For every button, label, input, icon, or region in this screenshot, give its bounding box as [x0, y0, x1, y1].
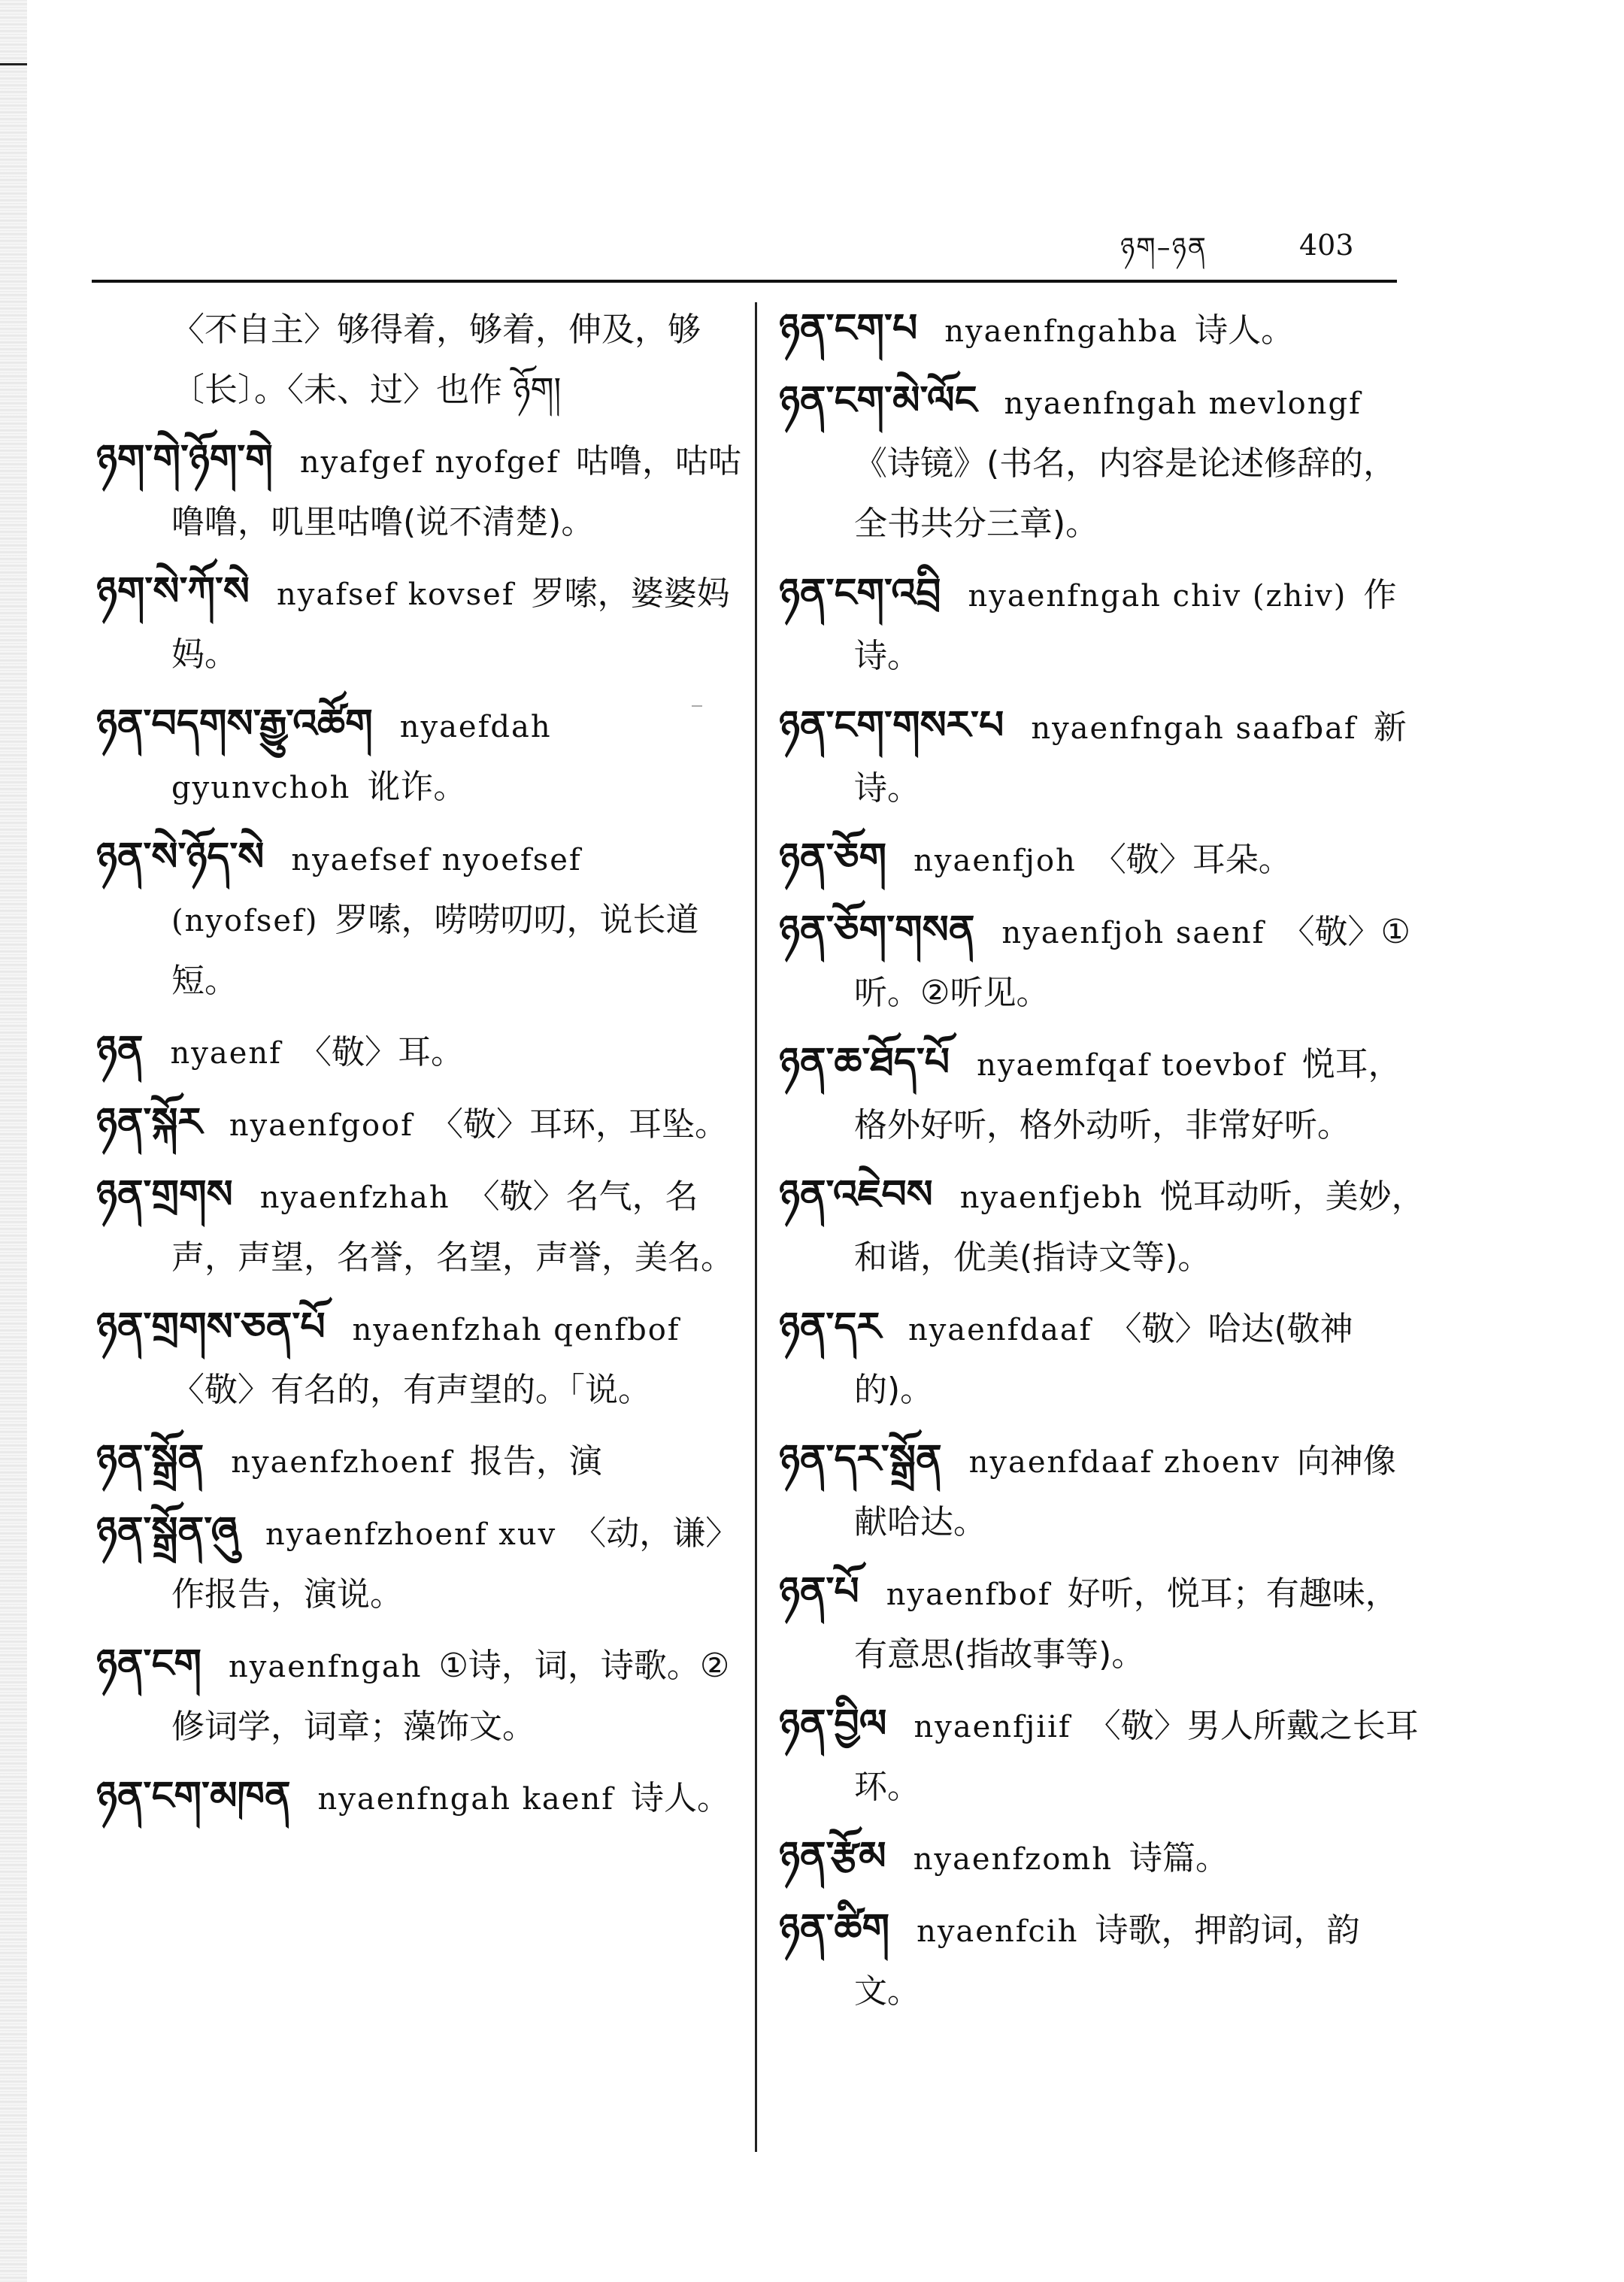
entry-romanization: nyaenfcih [917, 1914, 1079, 1949]
entry-headword: ཉན་བདགས་རྒྱུ་འཚོག [96, 702, 373, 747]
entry-romanization: nyaenfngah kaenf [317, 1782, 615, 1817]
entry-headword: ཉན་ཚིག [779, 1906, 890, 1951]
entry-definition: 〈敬〉有名的，有声望的。「说。 [171, 1371, 651, 1409]
dictionary-entry [779, 1562, 1426, 1684]
dictionary-entry [96, 1021, 743, 1083]
entry-romanization: nyaenfjoh [914, 844, 1077, 878]
entry-headword: ཉན་ངག [96, 1641, 202, 1686]
entry-headword: ཉན་གྲགས [96, 1172, 233, 1217]
entry-definition: 〈敬〉男人所戴之长耳环。 [854, 1707, 1419, 1806]
entry-romanization: nyaenfgoof [229, 1108, 414, 1143]
entry-definition: 悦耳动听，美妙，和谐，优美(指诗文等)。 [854, 1177, 1425, 1277]
entry-romanization: nyaenfngahba [944, 314, 1179, 349]
entry-headword: ཉན་དར་སྒྲོན [779, 1437, 942, 1482]
dictionary-entry [779, 901, 1426, 1023]
entry-headword: ཉན་ངག་གསར་པ [779, 703, 1004, 748]
entry-romanization: nyaenfngah mevlongf [1004, 386, 1362, 421]
dictionary-entry [96, 1502, 743, 1624]
entry-definition: 〈敬〉名气，名声，声望，名誉，名望，声誉，美名。 [171, 1177, 734, 1277]
dictionary-entry [779, 1165, 1426, 1287]
entry-headword: ཉག་སེ་ཀོ་སེ [96, 569, 250, 614]
entry-romanization: nyaenfjiif [914, 1710, 1071, 1744]
entry-romanization: nyaenfngah [229, 1650, 423, 1684]
entry-headword: ཉན་རྩོམ [779, 1834, 886, 1879]
entry-definition: 诗篇。 [1129, 1839, 1229, 1877]
dictionary-entry [779, 1298, 1426, 1420]
dictionary-entry [779, 1033, 1426, 1155]
entry-romanization: nyaenfngah chiv (zhiv) [968, 579, 1347, 614]
entry-romanization: nyafsef kovsef [277, 577, 515, 612]
entry-romanization: nyaefdah gyunvchoh [171, 710, 552, 805]
entry-definition: 向神像献哈达。 [854, 1442, 1396, 1541]
entry-definition: 讹诈。 [367, 768, 467, 806]
dictionary-entry [96, 430, 743, 552]
entry-romanization: nyaenf [170, 1036, 282, 1071]
dictionary-entry-continued [96, 299, 743, 420]
entry-definition: 诗人。 [631, 1779, 731, 1817]
entry-definition: 〈敬〉耳朵。 [1092, 841, 1292, 879]
running-head: ཉག–ཉན [1120, 232, 1207, 263]
entry-definition: 〈敬〉哈达(敬神的)。 [854, 1310, 1353, 1409]
entry-headword: ཉན་དར [779, 1305, 881, 1350]
entry-definition: 诗人。 [1195, 311, 1295, 350]
dictionary-entry [779, 1430, 1426, 1552]
entry-definition: 好听，悦耳；有趣味，有意思(指故事等)。 [854, 1574, 1398, 1674]
entry-definition: ①诗，词，诗歌。②修词学，词章；藻饰文。 [171, 1647, 730, 1746]
dictionary-entry [96, 1430, 743, 1492]
entry-romanization: nyaenfzhoenf [231, 1445, 453, 1480]
dictionary-entry [96, 1767, 743, 1829]
entry-headword: ཉན་གྲགས་ཅན་པོ [96, 1305, 326, 1350]
entry-definition: 报告，演 [469, 1442, 602, 1480]
entry-definition: 〈动，谦〉作报告，演说。 [171, 1514, 739, 1614]
entry-headword: ཉན་ངག་འབྲི [779, 571, 941, 616]
entry-headword: ཉན་ངག་མཁན [96, 1774, 291, 1819]
dictionary-entry [779, 1899, 1426, 2021]
entry-definition: 咕噜，咕咕噜噜，叽里咕噜(说不清楚)。 [171, 442, 741, 541]
entry-headword: ཉན [96, 1028, 144, 1073]
dictionary-entry [779, 696, 1426, 818]
entry-headword: ཉན་སྐོར [96, 1100, 202, 1145]
entry-definition: 诗歌，押韵词，韵文。 [854, 1911, 1360, 2011]
right-column [779, 299, 1426, 2032]
entry-definition: 〈不自主〉够得着，够着，伸及，够〔长〕。〈未、过〉也作 ཉོག། [171, 311, 701, 409]
dictionary-entry [779, 299, 1426, 361]
entry-definition: 罗嗦，婆婆妈妈。 [171, 574, 730, 674]
entry-headword: ཉན་ཆ་ཐོད་པོ [779, 1040, 950, 1085]
dictionary-entry [96, 1093, 743, 1155]
entry-definition: 〈敬〉耳。 [298, 1033, 464, 1071]
entry-definition: 新诗。 [854, 708, 1407, 808]
dictionary-entry [96, 562, 743, 684]
dictionary-entry [779, 1695, 1426, 1817]
dictionary-entry [96, 1298, 743, 1420]
entry-headword: ཉག་གེ་ཉོག་གེ [96, 437, 273, 482]
dictionary-entry [779, 371, 1426, 553]
dictionary-entry [779, 829, 1426, 890]
entry-romanization: nyaenfzomh [913, 1842, 1113, 1877]
entry-romanization: nyaefsef nyoefsef (nyofsef) [171, 843, 582, 938]
entry-romanization: nyaenfdaaf [907, 1313, 1092, 1347]
entry-definition: 〈敬〉耳环，耳坠。 [429, 1105, 728, 1144]
entry-headword: ཉན་སྒྲོན་ཞུ [96, 1509, 238, 1554]
entry-headword: ཉན་ཅོག [779, 835, 887, 880]
entry-definition: 作诗。 [854, 576, 1397, 675]
left-column [96, 299, 743, 1839]
entry-romanization: nyaenfjebh [959, 1180, 1144, 1215]
dictionary-entry [779, 564, 1426, 686]
scan-edge-texture [0, 0, 27, 2282]
entry-definition: 〈敬〉①听。②听见。 [854, 913, 1410, 1012]
entry-romanization: nyaenfzhah qenfbof [352, 1313, 680, 1347]
entry-definition: 悦耳，格外好听，格外动听，非常好听。 [854, 1045, 1401, 1144]
entry-headword: ཉན་བྱིལ [779, 1702, 887, 1747]
dictionary-entry [779, 1827, 1426, 1889]
entry-headword: ཉན་ངག་པ [779, 306, 918, 351]
entry-headword: ཉན་པོ [779, 1569, 859, 1614]
entry-romanization: nyaenfngah saafbaf [1031, 711, 1357, 746]
page-number: 403 [1299, 229, 1354, 262]
entry-headword: ཉན་ཅོག་གསན [779, 908, 975, 953]
dictionary-entry [96, 1635, 743, 1756]
dictionary-entry [96, 695, 743, 817]
entry-romanization: nyaenfzhah [259, 1180, 450, 1215]
entry-headword: ཉན་ངག་མེ་ལོང [779, 378, 977, 423]
entry-definition: 罗嗦，唠唠叨叨，说长道短。 [171, 901, 699, 1000]
entry-definition: 《诗镜》(书名，内容是论述修辞的，全书共分三章)。 [854, 444, 1397, 543]
entry-romanization: nyaenfjoh saenf [1001, 916, 1265, 950]
entry-headword: ཉན་སྒྲོན [96, 1437, 205, 1482]
entry-romanization: nyaenfdaaf zhoenv [968, 1445, 1280, 1480]
entry-romanization: nyaenfbof [886, 1577, 1051, 1612]
entry-romanization: nyaemfqaf toevbof [977, 1048, 1286, 1083]
entry-romanization: nyafgef nyofgef [299, 445, 559, 480]
dictionary-entry [96, 1165, 743, 1287]
entry-headword: ཉན་འཇེབས [779, 1172, 933, 1217]
entry-headword: ཉན་སེ་ཉོད་སེ [96, 835, 265, 880]
scan-edge-mark [0, 63, 27, 65]
header-rule [92, 280, 1397, 283]
entry-romanization: nyaenfzhoenf xuv [265, 1517, 557, 1552]
column-divider [755, 302, 757, 2152]
dictionary-entry [96, 828, 743, 1011]
